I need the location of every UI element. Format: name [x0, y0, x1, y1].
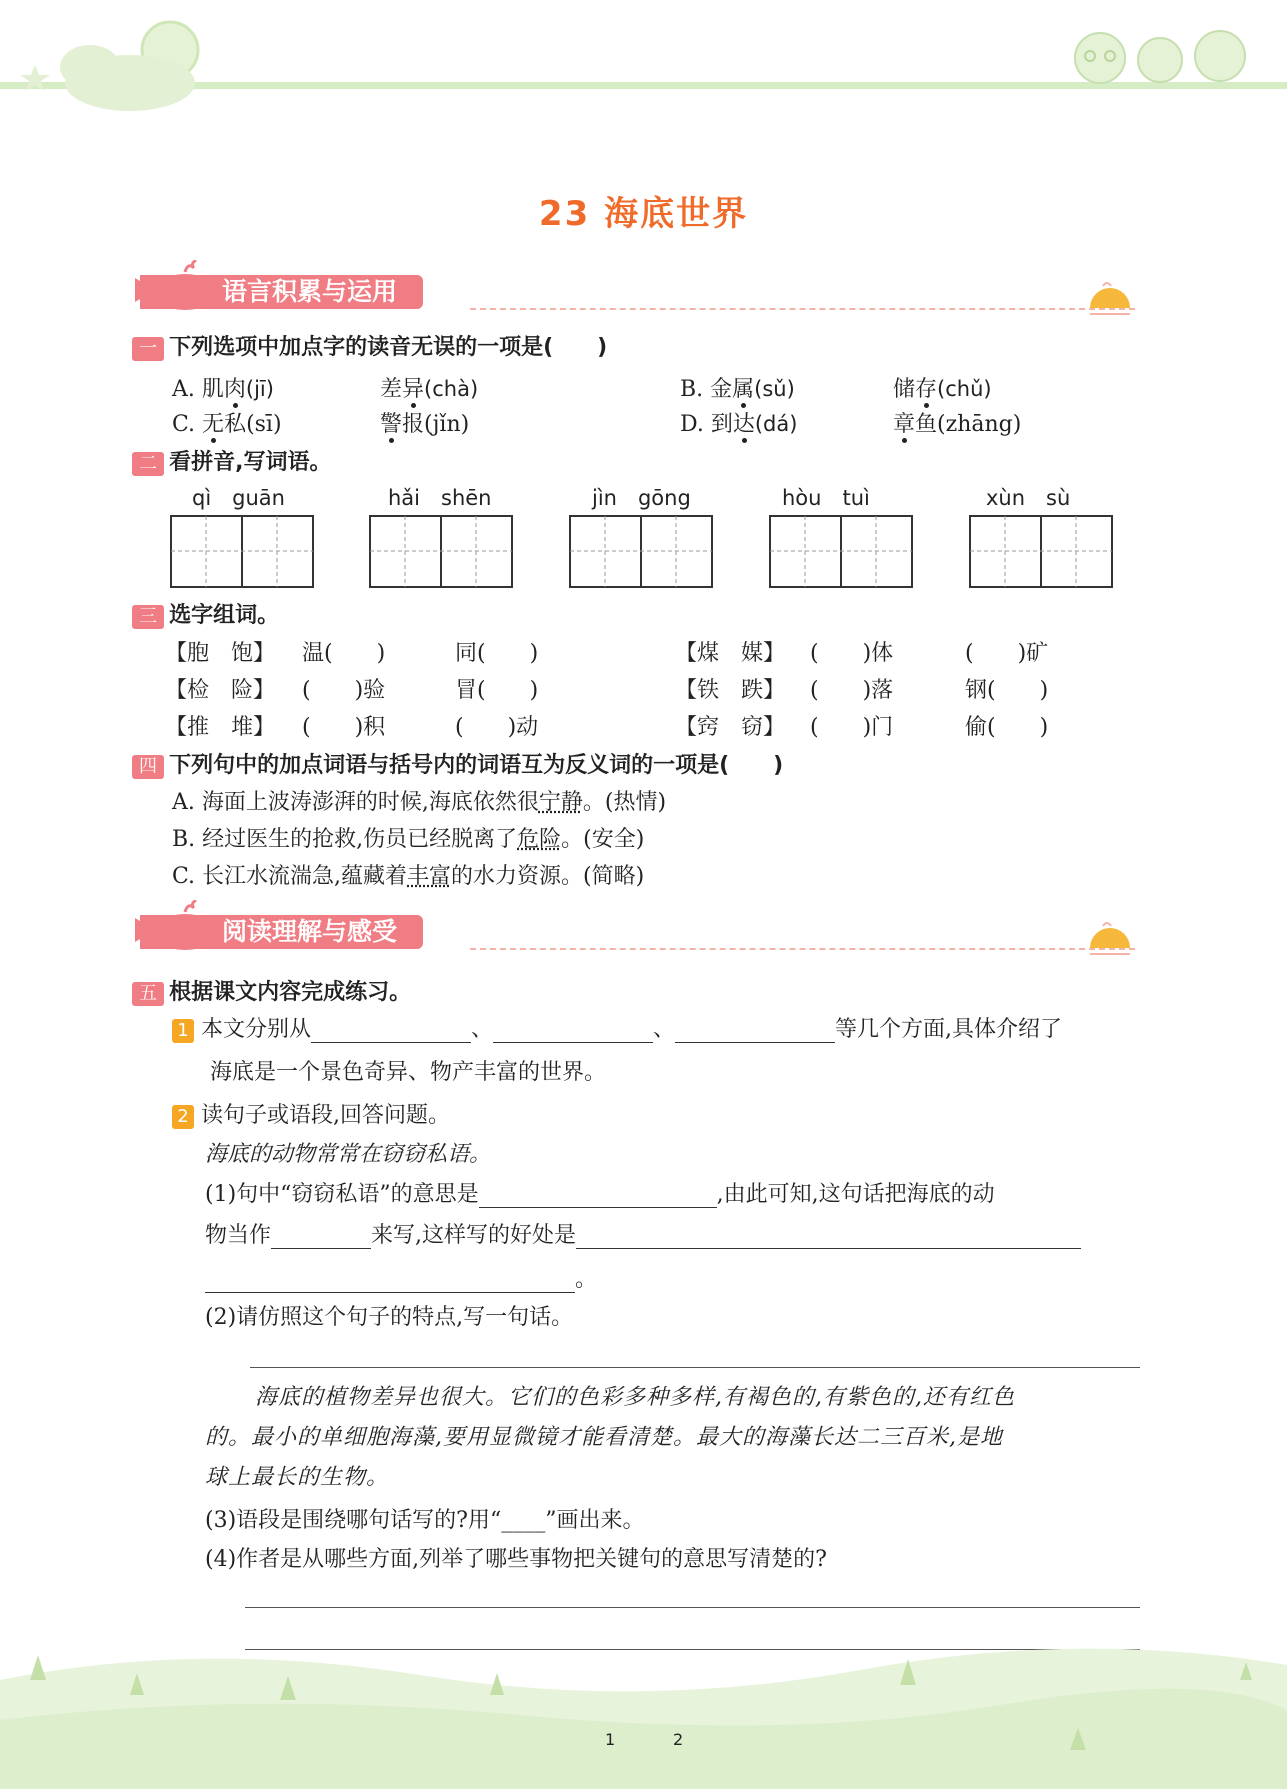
- animal-faces-decoration: [1060, 20, 1260, 85]
- quote-sentence: 海底的动物常常在窃窃私语。: [205, 1142, 492, 1167]
- pinyin: (chǔ): [937, 377, 992, 401]
- passage-line-3: 球上最长的生物。: [205, 1465, 390, 1490]
- option-text: 。(安全): [561, 827, 645, 852]
- answer-blank[interactable]: [675, 1020, 835, 1043]
- question-text: 下列选项中加点字的读音无误的一项是( ): [169, 335, 608, 360]
- q3-row-3-b[interactable]: ( )动: [455, 715, 539, 740]
- q3-row-1-a[interactable]: 温( ): [302, 641, 386, 666]
- page-number-left: 1: [605, 1730, 616, 1749]
- q3-row-2-d[interactable]: 钢( ): [965, 678, 1049, 703]
- part-1-line-1: [205, 1177, 995, 1208]
- dotted-char: 属: [732, 377, 755, 402]
- sunset-icon: [1085, 278, 1135, 323]
- option-text: 私(sī): [224, 412, 282, 437]
- pinyin-5: xùn sù: [986, 486, 1071, 510]
- question-3: [132, 598, 279, 629]
- q3-row-1-left: 【胞 饱】: [165, 641, 276, 666]
- section-divider: [470, 308, 1135, 310]
- hills-decoration: [0, 1640, 1287, 1789]
- dotted-char: 肉: [223, 377, 246, 402]
- question-4: [132, 748, 783, 779]
- dotted-char: 达: [732, 412, 755, 437]
- q3-row-3-left: 【推 堆】: [165, 715, 276, 740]
- q5-sub-2: [172, 1098, 450, 1129]
- part-1-line-2: [205, 1218, 1081, 1249]
- pinyin-1: qì guān: [192, 486, 285, 510]
- dotted-word: 宁静: [538, 790, 583, 815]
- page-title: 23 海底世界: [538, 194, 749, 234]
- option-c-2: [380, 407, 469, 438]
- answer-blank[interactable]: [311, 1020, 471, 1043]
- passage-line-2: 的。最小的单细胞海藻,要用显微镜才能看清楚。最大的海藻长达二三百米,是地: [205, 1425, 1003, 1450]
- option-text: 。(热情): [582, 790, 667, 815]
- part-text: 来写,这样写的好处是: [371, 1223, 577, 1248]
- option-d-2: [893, 407, 1021, 438]
- section-divider: [470, 948, 1135, 950]
- option-text: 报(jǐn): [402, 412, 470, 437]
- option-text: 差: [380, 377, 403, 402]
- pinyin-2: hǎi shēn: [388, 486, 492, 510]
- section-title-language: 语言积累与运用: [222, 277, 398, 306]
- pinyin-3: jìn gōng: [592, 486, 691, 510]
- option-b-1: [680, 372, 795, 403]
- q5-sub-1-cont: 海底是一个景色奇异、物产丰富的世界。: [210, 1060, 607, 1085]
- part-3: (3)语段是围绕哪句话写的?用“____”画出来。: [205, 1508, 645, 1533]
- part-2: (2)请仿照这个句子的特点,写一句话。: [205, 1305, 574, 1330]
- part-4: (4)作者是从哪些方面,列举了哪些事物把关键句的意思写清楚的?: [205, 1547, 827, 1572]
- dotted-char: 无: [202, 412, 225, 437]
- question-number: 二: [132, 452, 164, 476]
- option-d-1: [680, 407, 797, 438]
- sunset-icon: [1085, 918, 1135, 963]
- q3-row-3-d[interactable]: 偷( ): [965, 715, 1049, 740]
- question-number: 五: [132, 982, 164, 1006]
- answer-blank[interactable]: [493, 1020, 653, 1043]
- option-text: 的水力资源。(简略): [451, 864, 645, 889]
- pinyin-4: hòu tuì: [782, 486, 870, 510]
- dotted-char: 章: [893, 412, 916, 437]
- question-text: 下列句中的加点词语与括号内的词语互为反义词的一项是( ): [169, 753, 784, 778]
- dotted-word: 危险: [517, 827, 562, 852]
- dotted-word: 丰富: [407, 864, 452, 889]
- sub-text: 等几个方面,具体介绍了: [835, 1017, 1063, 1042]
- q3-row-3-c[interactable]: ( )门: [810, 715, 894, 740]
- q3-row-1-right: 【煤 媒】: [675, 641, 786, 666]
- q3-row-2-right: 【铁 跌】: [675, 678, 786, 703]
- option-a-1: [172, 372, 274, 403]
- q3-row-2-b[interactable]: 冒( ): [455, 678, 539, 703]
- option-text: A. 海面上波涛澎湃的时候,海底依然很: [172, 790, 539, 815]
- q3-row-1-b[interactable]: 同( ): [455, 641, 539, 666]
- q3-row-1-c[interactable]: ( )体: [810, 641, 894, 666]
- separator: 、: [471, 1017, 494, 1042]
- separator: 、: [653, 1017, 676, 1042]
- question-number: 四: [132, 755, 164, 779]
- question-number: 三: [132, 605, 164, 629]
- question-1: [132, 330, 607, 361]
- part-text: ,由此可知,这句话把海底的动: [716, 1182, 995, 1207]
- sub-text: 读句子或语段,回答问题。: [201, 1103, 450, 1128]
- option-text: B. 经过医生的抢救,伤员已经脱离了: [172, 827, 518, 852]
- question-text: 选字组词。: [169, 603, 280, 628]
- answer-blank[interactable]: [205, 1270, 575, 1293]
- option-text: B. 金: [680, 377, 733, 402]
- option-text: 储: [893, 377, 916, 402]
- section-banner-reading: [140, 915, 423, 949]
- question-number: 一: [132, 337, 164, 361]
- sub-number: 2: [172, 1105, 194, 1129]
- q3-row-3-right: 【窍 窃】: [675, 715, 786, 740]
- question-2: [132, 445, 331, 476]
- pinyin: (dá): [754, 412, 798, 436]
- option-text: A. 肌: [172, 377, 224, 402]
- option-a-2: [380, 372, 478, 403]
- q5-sub-1: [172, 1012, 1062, 1043]
- page-number-right: 2: [673, 1730, 684, 1749]
- answer-blank[interactable]: [271, 1226, 371, 1249]
- part-1-line-3: [205, 1262, 597, 1293]
- option-text: C.: [172, 412, 203, 437]
- section-title-reading: 阅读理解与感受: [222, 917, 398, 946]
- sub-number: 1: [172, 1019, 194, 1043]
- pinyin: (jī): [245, 377, 274, 401]
- option-c-1: [172, 407, 282, 438]
- answer-line[interactable]: [250, 1367, 1140, 1368]
- q3-row-3-a[interactable]: ( )积: [302, 715, 386, 740]
- q4-option-a: [172, 785, 666, 816]
- section-banner-language: [140, 275, 423, 309]
- dotted-char: 异: [402, 377, 425, 402]
- part-text: (1)句中“窃窃私语”的意思是: [205, 1182, 479, 1207]
- passage-line-1: 海底的植物差异也很大。它们的色彩多种多样,有褐色的,有紫色的,还有红色: [255, 1385, 1015, 1410]
- question-text: 看拼音,写词语。: [169, 450, 332, 475]
- dotted-char: 警: [380, 412, 403, 437]
- question-text: 根据课文内容完成练习。: [169, 980, 412, 1005]
- answer-blank[interactable]: [479, 1185, 717, 1208]
- dotted-char: 存: [915, 377, 938, 402]
- q3-row-1-d[interactable]: ( )矿: [965, 641, 1049, 666]
- q3-row-2-a[interactable]: ( )验: [302, 678, 386, 703]
- answer-line[interactable]: [245, 1607, 1140, 1608]
- q4-option-c: [172, 859, 644, 890]
- question-5: [132, 975, 411, 1006]
- q3-row-2-left: 【检 险】: [165, 678, 276, 703]
- pinyin: (sǔ): [754, 377, 795, 401]
- pinyin: (chà): [424, 377, 479, 401]
- option-text: D. 到: [680, 412, 733, 437]
- sub-text: 本文分别从: [201, 1017, 312, 1042]
- option-b-2: [893, 372, 992, 403]
- sun-cloud-decoration: [20, 5, 210, 115]
- writing-boxes[interactable]: [170, 515, 1115, 590]
- option-text: 鱼(zhāng): [915, 412, 1022, 437]
- q4-option-b: [172, 822, 644, 853]
- q3-row-2-c[interactable]: ( )落: [810, 678, 894, 703]
- part-text: 物当作: [205, 1223, 272, 1248]
- part-text: 。: [575, 1267, 598, 1292]
- answer-blank[interactable]: [576, 1226, 1081, 1249]
- option-text: C. 长江水流湍急,蕴藏着: [172, 864, 408, 889]
